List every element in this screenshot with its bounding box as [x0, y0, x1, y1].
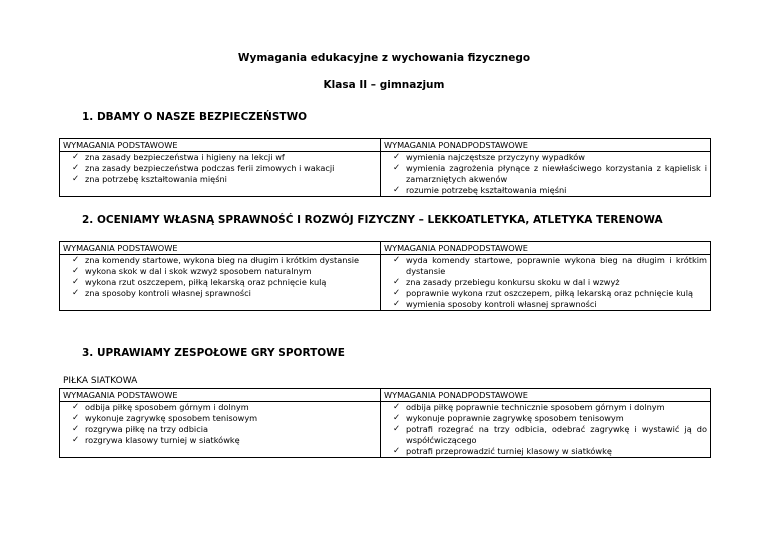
table-row — [60, 255, 711, 311]
basic-requirements-cell — [60, 255, 381, 311]
extended-requirements-list — [384, 402, 707, 457]
list-item: ✓ odbija piłkę poprawnie technicznie sposobem górnym i dolnym — [406, 402, 707, 413]
list-item: ✓ poprawnie wykona rzut oszczepem, piłką lekarską oraz pchnięcie kulą — [406, 288, 707, 299]
list-item: ✓ rozgrywa piłkę na trzy odbicia — [85, 424, 377, 435]
list-item: ✓ odbija piłkę sposobem górnym i dolnym — [85, 402, 377, 413]
table-header-row — [60, 139, 711, 152]
list-item: ✓ zna komendy startowe, wykona bieg na długim i krótkim dystansie — [85, 255, 377, 266]
basic-requirements-list — [63, 152, 377, 185]
table-row — [60, 402, 711, 458]
section-2-heading: 2. OCENIAMY WŁASNĄ SPRAWNOŚĆ I ROZWÓJ FIZYCZNY – LEKKOATLETYKA, ATLETYKA TERENOWA — [82, 214, 663, 226]
basic-requirements-cell — [60, 152, 381, 197]
basic-requirements-header: WYMAGANIA PODSTAWOWE — [60, 139, 381, 152]
section-3-heading: 3. UPRAWIAMY ZESPOŁOWE GRY SPORTOWE — [82, 347, 345, 359]
list-item: ✓ wymienia sposoby kontroli własnej sprawności — [406, 299, 707, 310]
section-1-table — [59, 138, 711, 197]
discipline-label: PIŁKA SIATKOWA — [63, 376, 138, 386]
list-item: ✓ wyda komendy startowe, poprawnie wykona bieg na długim i krótkim dystansie — [406, 255, 707, 277]
basic-requirements-header: WYMAGANIA PODSTAWOWE — [60, 389, 381, 402]
list-item: ✓ rozumie potrzebę kształtowania mięśni — [406, 185, 707, 196]
list-item: ✓ wykonuje zagrywkę sposobem tenisowym — [85, 413, 377, 424]
list-item: ✓ potrafi przeprowadzić turniej klasowy w siatkówkę — [406, 446, 707, 457]
basic-requirements-header: WYMAGANIA PODSTAWOWE — [60, 242, 381, 255]
list-item: ✓ zna potrzebę kształtowania mięśni — [85, 174, 377, 185]
list-item: ✓ wykonuje poprawnie zagrywkę sposobem tenisowym — [406, 413, 707, 424]
list-item: ✓ wykona skok w dal i skok wzwyż sposobem naturalnym — [85, 266, 377, 277]
table-header-row — [60, 389, 711, 402]
extended-requirements-header: WYMAGANIA PONADPODSTAWOWE — [381, 139, 711, 152]
table-row — [60, 152, 711, 197]
list-item: ✓ zna zasady bezpieczeństwa podczas ferii zimowych i wakacji — [85, 163, 377, 174]
list-item: ✓ wymienia zagrożenia płynące z niewłaściwego korzystania z kąpielisk i zamarzniętych akwenów — [406, 163, 707, 185]
extended-requirements-header: WYMAGANIA PONADPODSTAWOWE — [381, 389, 711, 402]
extended-requirements-list — [384, 255, 707, 310]
table-header-row — [60, 242, 711, 255]
basic-requirements-list — [63, 255, 377, 299]
extended-requirements-cell — [381, 255, 711, 311]
list-item: ✓ zna sposoby kontroli własnej sprawności — [85, 288, 377, 299]
list-item: ✓ zna zasady przebiegu konkursu skoku w dal i wzwyż — [406, 277, 707, 288]
extended-requirements-list — [384, 152, 707, 196]
list-item: ✓ rozgrywa klasowy turniej w siatkówkę — [85, 435, 377, 446]
extended-requirements-header: WYMAGANIA PONADPODSTAWOWE — [381, 242, 711, 255]
section-3-table — [59, 388, 711, 458]
section-1-heading: 1. DBAMY O NASZE BEZPIECZEŃSTWO — [82, 111, 308, 123]
section-2-table — [59, 241, 711, 311]
list-item: ✓ wymienia najczęstsze przyczyny wypadków — [406, 152, 707, 163]
extended-requirements-cell — [381, 402, 711, 458]
list-item: ✓ potrafi rozegrać na trzy odbicia, odebrać zagrywkę i wystawić ją do współćwiczącego — [406, 424, 707, 446]
list-item: ✓ zna zasady bezpieczeństwa i higieny na lekcji wf — [85, 152, 377, 163]
basic-requirements-cell — [60, 402, 381, 458]
basic-requirements-list — [63, 402, 377, 446]
document-title: Wymagania edukacyjne z wychowania fizycznego — [237, 52, 531, 64]
extended-requirements-cell — [381, 152, 711, 197]
list-item: ✓ wykona rzut oszczepem, piłką lekarską oraz pchnięcie kulą — [85, 277, 377, 288]
document-subtitle: Klasa II – gimnazjum — [323, 79, 445, 91]
